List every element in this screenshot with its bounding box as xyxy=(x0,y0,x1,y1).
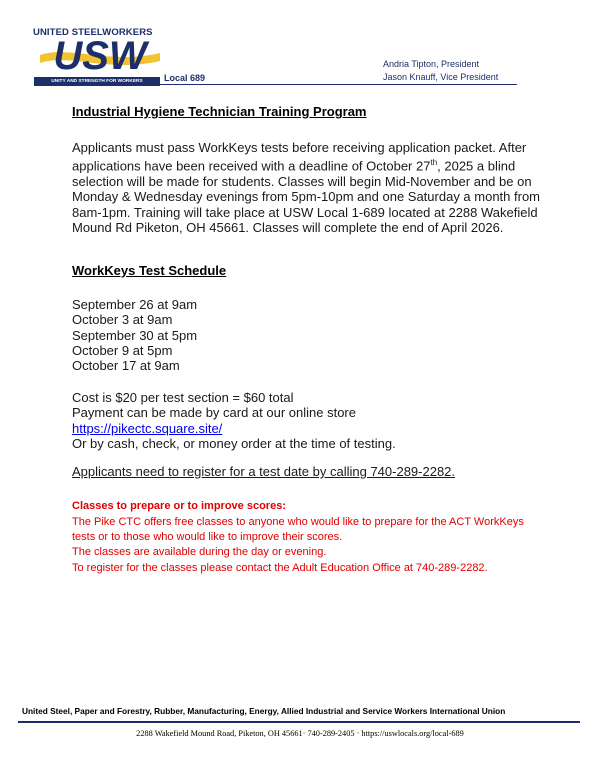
cost-line: Cost is $20 per test section = $60 total xyxy=(72,390,294,405)
org-name: UNITED STEELWORKERS xyxy=(33,27,153,38)
register-notice: Applicants need to register for a test date by calling 740-289-2282. xyxy=(72,464,456,479)
payment-alt-line: Or by cash, check, or money order at the time of testing. xyxy=(72,435,396,451)
logo-text: USW xyxy=(53,35,147,75)
schedule-item: September 26 at 9am xyxy=(72,297,198,312)
program-text-part2: , 2025 a blind selection will be made for students. Classes will begin Mid-November and be on Monday & Wednesday evenings from 5pm-10pm and one Saturday a month from 8am-1pm. Training will take place at USW Local 1-689 located at 2288 Wakefield Mound Rd Piketon, OH 45661. Classes will complete the end of April 2026. xyxy=(72,158,541,235)
cost-section xyxy=(72,390,396,451)
officer-president: Andria Tipton, President xyxy=(383,59,480,69)
prep-line: The classes are available during the day or evening. xyxy=(72,546,327,559)
program-title: Industrial Hygiene Technician Training Program xyxy=(72,104,367,119)
prep-classes-title: Classes to prepare or to improve scores: xyxy=(72,500,286,512)
prep-line: To register for the classes please contact the Adult Education Office at 740-289-2282. xyxy=(72,561,488,574)
local-label: Local 689 xyxy=(164,73,206,83)
logo-tagline: UNITY AND STRENGTH FOR WORKERS xyxy=(34,77,160,86)
header-divider xyxy=(160,84,517,85)
schedule-list xyxy=(72,297,197,373)
schedule-item: September 30 at 5pm xyxy=(72,327,198,343)
prep-classes-body xyxy=(72,515,542,576)
schedule-title: WorkKeys Test Schedule xyxy=(72,263,227,278)
program-text-part1: Applicants must pass WorkKeys tests before receiving application packet. After applications have been received with a deadline of October 27 xyxy=(72,140,527,174)
program-description xyxy=(72,140,542,235)
schedule-item: October 17 at 9am xyxy=(72,358,180,374)
store-link[interactable]: https://pikectc.square.site/ xyxy=(72,420,223,436)
ordinal-suffix: th xyxy=(430,158,438,168)
footer-address: 2288 Wakefield Mound Road, Piketon, OH 45661· 740-289-2405 · https://uswlocals.org/local-689 xyxy=(136,729,464,738)
officer-vice-president: Jason Knauff, Vice President xyxy=(383,72,499,82)
footer-union-name: United Steel, Paper and Forestry, Rubber, Manufacturing, Energy, Allied Industrial and Service Workers International Union xyxy=(22,706,506,716)
footer-divider xyxy=(18,721,580,723)
payment-line: Payment can be made by card at our online store xyxy=(72,405,356,421)
usw-logo xyxy=(40,35,160,75)
schedule-item: October 9 at 5pm xyxy=(72,342,173,358)
prep-line: The Pike CTC offers free classes to anyone who would like to prepare for the ACT WorkKeys tests or to those who would like to improve their scores. xyxy=(72,516,524,544)
schedule-item: October 3 at 9am xyxy=(72,312,173,328)
